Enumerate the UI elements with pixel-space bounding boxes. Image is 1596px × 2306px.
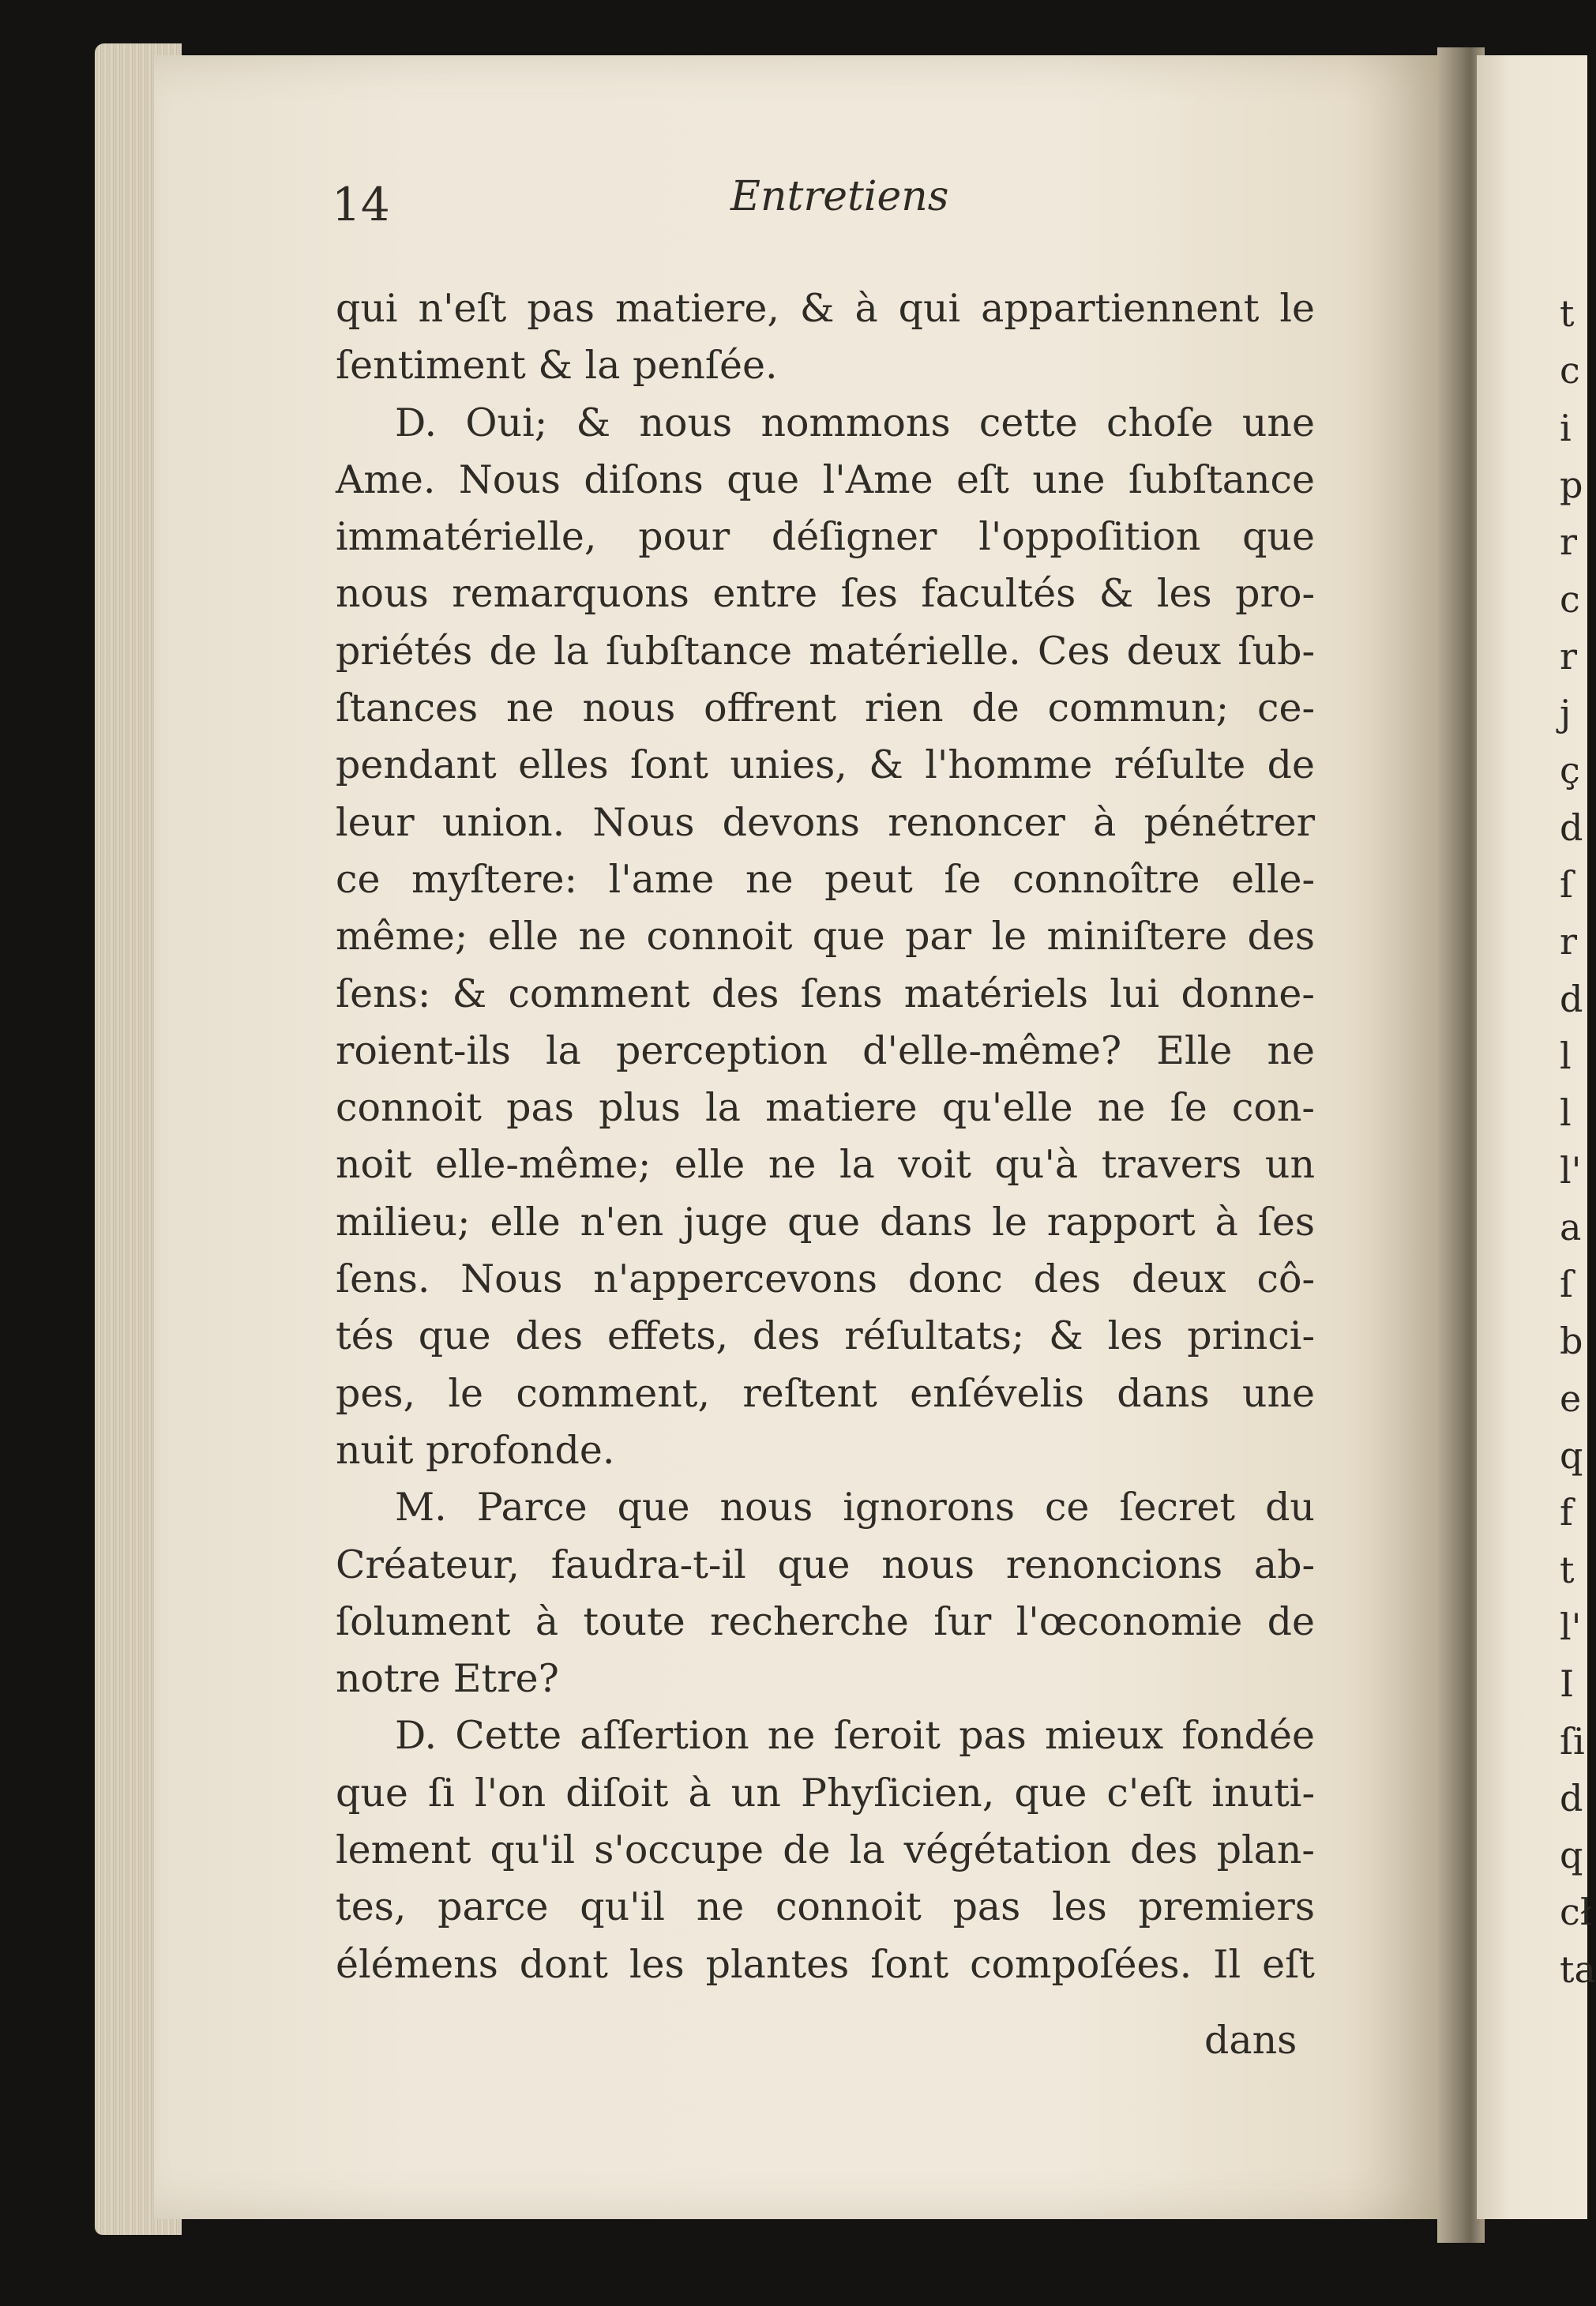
right-page-text-fragment: r: [1560, 520, 1577, 564]
right-page-text-fragment: I: [1560, 1662, 1575, 1706]
right-page-text-fragment: d: [1560, 806, 1583, 849]
right-page-text-fragment: a: [1560, 1205, 1582, 1249]
right-page-text-fragment: ſ: [1560, 863, 1574, 906]
text-line: élémens dont les plantes ſont compoſées. Il eſt: [336, 1941, 1315, 1987]
right-page-text-fragment: ſi: [1560, 1719, 1585, 1763]
right-page-text-fragment: r: [1560, 634, 1577, 678]
running-title: Entretiens: [730, 173, 949, 220]
right-page-text-fragment: cł: [1560, 1891, 1592, 1934]
text-line: M. Parce que nous ignorons ce ſecret du: [395, 1485, 1315, 1530]
text-line: nous remarquons entre ſes facultés & les pro-: [336, 571, 1315, 617]
text-line: qui n'eſt pas matiere, & à qui appartiennent le: [336, 286, 1315, 331]
text-line: pendant elles ſont unies, & l'homme réſulte de: [336, 742, 1315, 788]
text-line: Créateur, faudra-t-il que nous renoncions ab-: [336, 1542, 1315, 1587]
text-line: notre Etre?: [336, 1656, 559, 1702]
text-line: tes, parce qu'il ne connoit pas les premiers: [336, 1884, 1315, 1930]
right-page-text-fragment: c: [1560, 349, 1580, 392]
text-line: immatérielle, pour déſigner l'oppoſition que: [336, 514, 1315, 560]
text-line: lement qu'il s'occupe de la végétation des plan-: [336, 1827, 1315, 1873]
right-page-text-fragment: d: [1560, 977, 1583, 1020]
right-page-text-fragment: ta: [1560, 1947, 1596, 1991]
page-header: [332, 170, 1311, 241]
text-line: pes, le comment, reſtent enſévelis dans une: [336, 1370, 1315, 1416]
right-page-text-fragment: f: [1560, 1491, 1574, 1534]
right-page-text-fragment: t: [1560, 292, 1575, 335]
text-line: priétés de la ſubſtance matérielle. Ces deux ſub-: [336, 628, 1315, 674]
right-page-text-fragment: l': [1560, 1605, 1582, 1648]
text-line: leur union. Nous devons renoncer à pénétrer: [336, 799, 1315, 845]
right-page-edge: [1477, 55, 1596, 2219]
right-page-text-fragment: p: [1560, 463, 1583, 506]
text-line: tés que des effets, des réſultats; & les princi-: [336, 1313, 1315, 1359]
body-text: [336, 280, 1315, 1993]
right-page-text-fragment: q: [1560, 1434, 1583, 1477]
catchword: dans: [1204, 2018, 1297, 2063]
right-page-text-fragment: b: [1560, 1320, 1583, 1363]
text-line: même; elle ne connoit que par le miniſtere des: [336, 914, 1315, 960]
text-line: connoit pas plus la matiere qu'elle ne ſe con-: [336, 1085, 1315, 1131]
right-page-text-fragment: j: [1560, 692, 1572, 735]
right-page-text-fragment: l: [1560, 1034, 1572, 1077]
right-page-text-fragment: t: [1560, 1548, 1575, 1591]
right-page-text-fragment: q: [1560, 1834, 1583, 1877]
text-line: nuit profonde.: [336, 1427, 615, 1473]
right-page-text-fragment: ſ: [1560, 1263, 1574, 1306]
right-page-text-fragment: ç: [1560, 749, 1580, 792]
text-line: ſens. Nous n'appercevons donc des deux cô-: [336, 1256, 1315, 1302]
right-page-text-fragment: r: [1560, 920, 1577, 963]
text-line: D. Oui; & nous nommons cette choſe une: [395, 400, 1315, 445]
text-line: noit elle-même; elle ne la voit qu'à travers un: [336, 1142, 1315, 1188]
text-line: que ſi l'on diſoit à un Phyſicien, que c'eſt inuti-: [336, 1770, 1315, 1816]
text-line: ſolument à toute recherche ſur l'œconomie de: [336, 1598, 1315, 1644]
text-line: D. Cette aſſertion ne ſeroit pas mieux fondée: [395, 1713, 1315, 1759]
right-page-text-fragment: d: [1560, 1776, 1583, 1820]
right-page-text-fragment: c: [1560, 577, 1580, 621]
text-line: ſens: & comment des ſens matériels lui donne-: [336, 971, 1315, 1016]
text-line: ſentiment & la penſée.: [336, 343, 778, 389]
right-page-text-fragment: i: [1560, 406, 1572, 449]
text-line: Ame. Nous diſons que l'Ame eſt une ſubſtance: [336, 456, 1315, 502]
text-line: roient-ils la perception d'elle-même? Elle ne: [336, 1027, 1315, 1073]
text-line: ſtances ne nous offrent rien de commun; ce-: [336, 685, 1315, 731]
right-page-text-fragment: l': [1560, 1148, 1582, 1192]
page-number: 14: [332, 178, 390, 231]
text-line: ce myſtere: l'ame ne peut ſe connoître elle-: [336, 856, 1315, 902]
text-line: milieu; elle n'en juge que dans le rapport à ſes: [336, 1199, 1315, 1245]
right-page-text-fragment: e: [1560, 1376, 1582, 1420]
right-page-text-fragment: l: [1560, 1091, 1572, 1135]
